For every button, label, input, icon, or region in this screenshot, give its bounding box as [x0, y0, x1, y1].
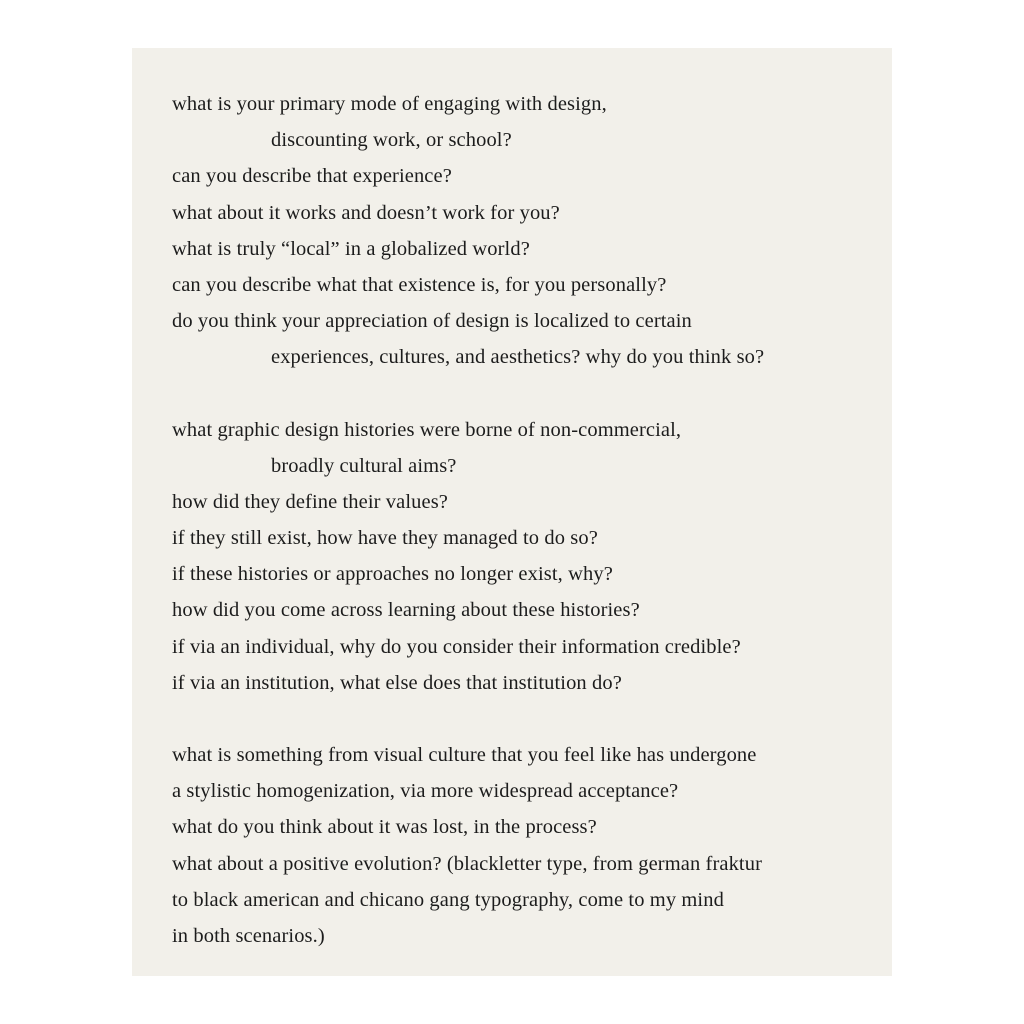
- document-page: [132, 48, 892, 976]
- text-line: how did they define their values?: [172, 490, 448, 513]
- text-line: how did you come across learning about these histories?: [172, 599, 640, 622]
- text-line: a stylistic homogenization, via more widespread acceptance?: [172, 780, 679, 803]
- text-line: what about it works and doesn’t work for you?: [172, 201, 560, 224]
- text-line: what about a positive evolution? (blackletter type, from german fraktur: [172, 852, 763, 875]
- text-line: can you describe that experience?: [172, 165, 452, 188]
- paragraph-visual-culture: [172, 737, 872, 954]
- question-text-block: [172, 86, 872, 990]
- text-line: what do you think about it was lost, in the process?: [172, 816, 597, 839]
- text-line: what is your primary mode of engaging with design,: [172, 93, 607, 115]
- text-line: if they still exist, how have they managed to do so?: [172, 527, 598, 550]
- text-line: do you think your appreciation of design is localized to certain: [172, 310, 692, 333]
- text-line: to black american and chicano gang typography, come to my mind: [172, 888, 724, 911]
- paragraph-design-histories: [172, 412, 872, 702]
- text-line-indented: discounting work, or school?: [271, 129, 512, 152]
- text-line: can you describe what that existence is, for you personally?: [172, 273, 667, 296]
- text-line: if these histories or approaches no longer exist, why?: [172, 563, 613, 586]
- text-line: what is something from visual culture that you feel like has undergone: [172, 744, 757, 766]
- text-line: in both scenarios.): [172, 924, 325, 947]
- text-line: if via an individual, why do you consider their information credible?: [172, 635, 741, 658]
- text-line: what graphic design histories were borne of non-commercial,: [172, 418, 682, 441]
- text-line: what is truly “local” in a globalized world?: [172, 237, 530, 260]
- text-line-indented: experiences, cultures, and aesthetics? why do you think so?: [271, 346, 765, 369]
- text-line: if via an institution, what else does that institution do?: [172, 671, 622, 694]
- text-line-indented: broadly cultural aims?: [271, 454, 457, 477]
- paragraph-design-engagement: [172, 86, 872, 376]
